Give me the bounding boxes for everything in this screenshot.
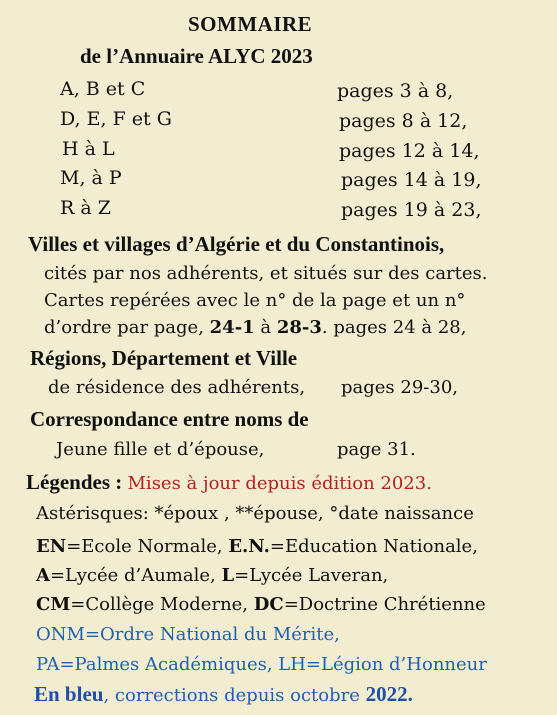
toc-letters-3: H à L	[62, 138, 115, 160]
legend-en-value: =Ecole Normale,	[66, 536, 229, 557]
villes-ref-start: 24-1	[209, 317, 255, 338]
villes-ref-end: 28-3	[276, 317, 322, 338]
legendes-heading: Légendes :	[26, 470, 128, 494]
toc-letters-2: D, E, F et G	[60, 108, 172, 130]
toc-pages-3: pages 12 à 14,	[339, 140, 480, 162]
legend-bleu-text: , corrections depuis octobre	[103, 685, 366, 706]
regions-line: de résidence des adhérents,	[48, 377, 306, 398]
villes-line-2: Cartes repérées avec le n° de la page et un n°	[44, 290, 466, 311]
toc-letters-1: A, B et C	[60, 78, 146, 100]
toc-pages-2: pages 8 à 12,	[339, 110, 468, 132]
regions-pages: pages 29-30,	[341, 377, 458, 398]
page-title: SOMMAIRE	[188, 12, 313, 36]
regions-heading: Régions, Département et Ville	[30, 346, 298, 370]
legend-en-key: EN	[36, 536, 67, 557]
toc-letters-4: M, à P	[60, 167, 122, 189]
toc-pages-5: pages 19 à 23,	[341, 199, 482, 221]
legend-l-key: L	[221, 565, 235, 586]
villes-pages: . pages 24 à 28,	[321, 317, 467, 338]
legend-en2-key: E.N.	[228, 536, 270, 557]
legend-en2-value: =Education Nationale,	[269, 536, 478, 557]
legendes-line	[26, 470, 432, 495]
toc-letters-5: R à Z	[60, 197, 111, 219]
legend-onm: ONM=Ordre National du Mérite,	[36, 624, 340, 645]
legend-dc-value: =Doctrine Chrétienne	[283, 594, 486, 615]
legend-l-value: =Lycée Laveran,	[234, 565, 389, 586]
legend-en	[36, 536, 478, 557]
correspondance-pages: page 31.	[337, 439, 416, 460]
villes-line-3	[44, 317, 466, 338]
villes-ref-connector: à	[254, 317, 277, 338]
legend-bleu-key: En bleu	[34, 682, 104, 706]
villes-heading: Villes et villages d’Algérie et du Constantinois,	[28, 232, 445, 256]
legend-bleu	[34, 682, 413, 707]
legend-asterisques: Astérisques: *époux , **épouse, °date naissance	[36, 503, 474, 524]
legendes-update-note: Mises à jour depuis édition 2023.	[127, 473, 432, 494]
legend-colleges	[36, 594, 486, 615]
legend-lycees	[36, 565, 388, 586]
legend-a-value: =Lycée d’Aumale,	[49, 565, 222, 586]
legend-cm-value: =Collège Moderne,	[70, 594, 254, 615]
page-subtitle: de l’Annuaire ALYC 2023	[80, 44, 313, 68]
legend-a-key: A	[36, 565, 50, 586]
legend-bleu-year: 2022.	[365, 682, 413, 706]
correspondance-heading: Correspondance entre noms de	[30, 407, 309, 431]
toc-pages-4: pages 14 à 19,	[341, 169, 482, 191]
legend-cm-key: CM	[36, 594, 71, 615]
legend-pa-lh: PA=Palmes Académiques, LH=Légion d’Honneur	[36, 654, 487, 675]
villes-line-3-text: d’ordre par page,	[44, 317, 210, 338]
correspondance-line: Jeune fille et d’épouse,	[56, 439, 265, 460]
toc-pages-1: pages 3 à 8,	[337, 80, 454, 102]
villes-line-1: cités par nos adhérents, et situés sur des cartes.	[44, 263, 488, 284]
legend-dc-key: DC	[253, 594, 284, 615]
